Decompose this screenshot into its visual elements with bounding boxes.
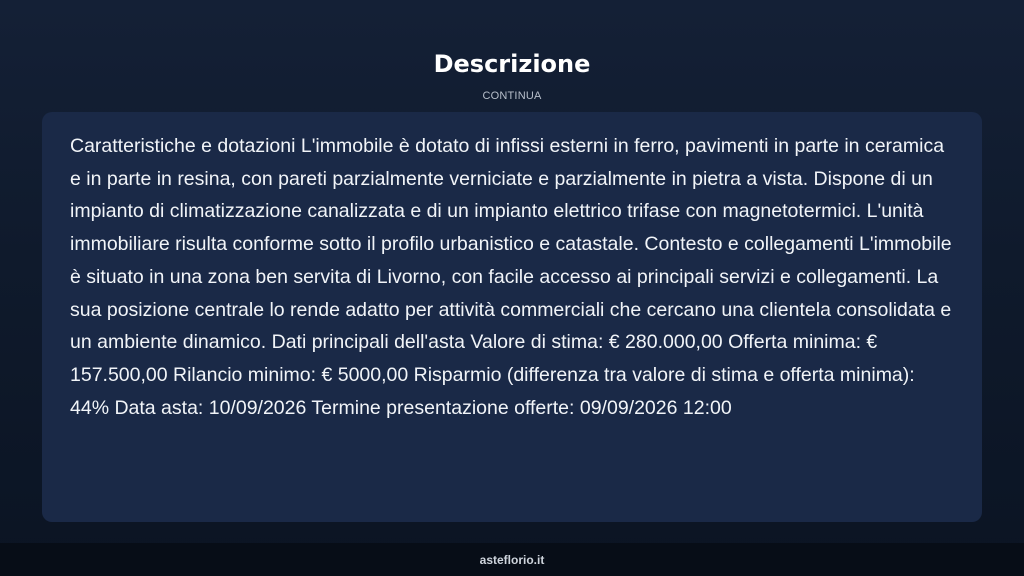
description-card (42, 112, 982, 522)
footer-site-name: asteflorio.it (479, 552, 545, 567)
page-title: Descrizione (433, 50, 591, 78)
continue-label: CONTINUA (482, 90, 542, 102)
description-text: Caratteristiche e dotazioni L'immobile è dotato di infissi esterni in ferro, pavimenti in parte in ceramica e in parte in resina, con pareti parzialmente verniciate e parzialmente in pietra a vista. Dispone di un impianto di climatizzazione canalizzata e di un impianto elettrico trifase con magnetotermici. L'unità immobiliare risulta conforme sotto il profilo urbanistico e catastale. Contesto e collegamenti L'immobile è situato in una zona ben servita di Livorno, con facile accesso ai principali servizi e collegamenti. La sua posizione centrale lo rende adatto per attività commerciali che cercano una clientela consolidata e un ambiente dinamico. Dati principali dell'asta Valore di stima: € 280.000,00 Offerta minima: € 157.500,00 Rilancio minimo: € 5000,00 Risparmio (differenza tra valore di stima e offerta minima): 44% Data asta: 10/09/2026 Termine presentazione offerte: 09/09/2026 12:00 (70, 135, 952, 419)
footer-bar (0, 543, 1024, 576)
